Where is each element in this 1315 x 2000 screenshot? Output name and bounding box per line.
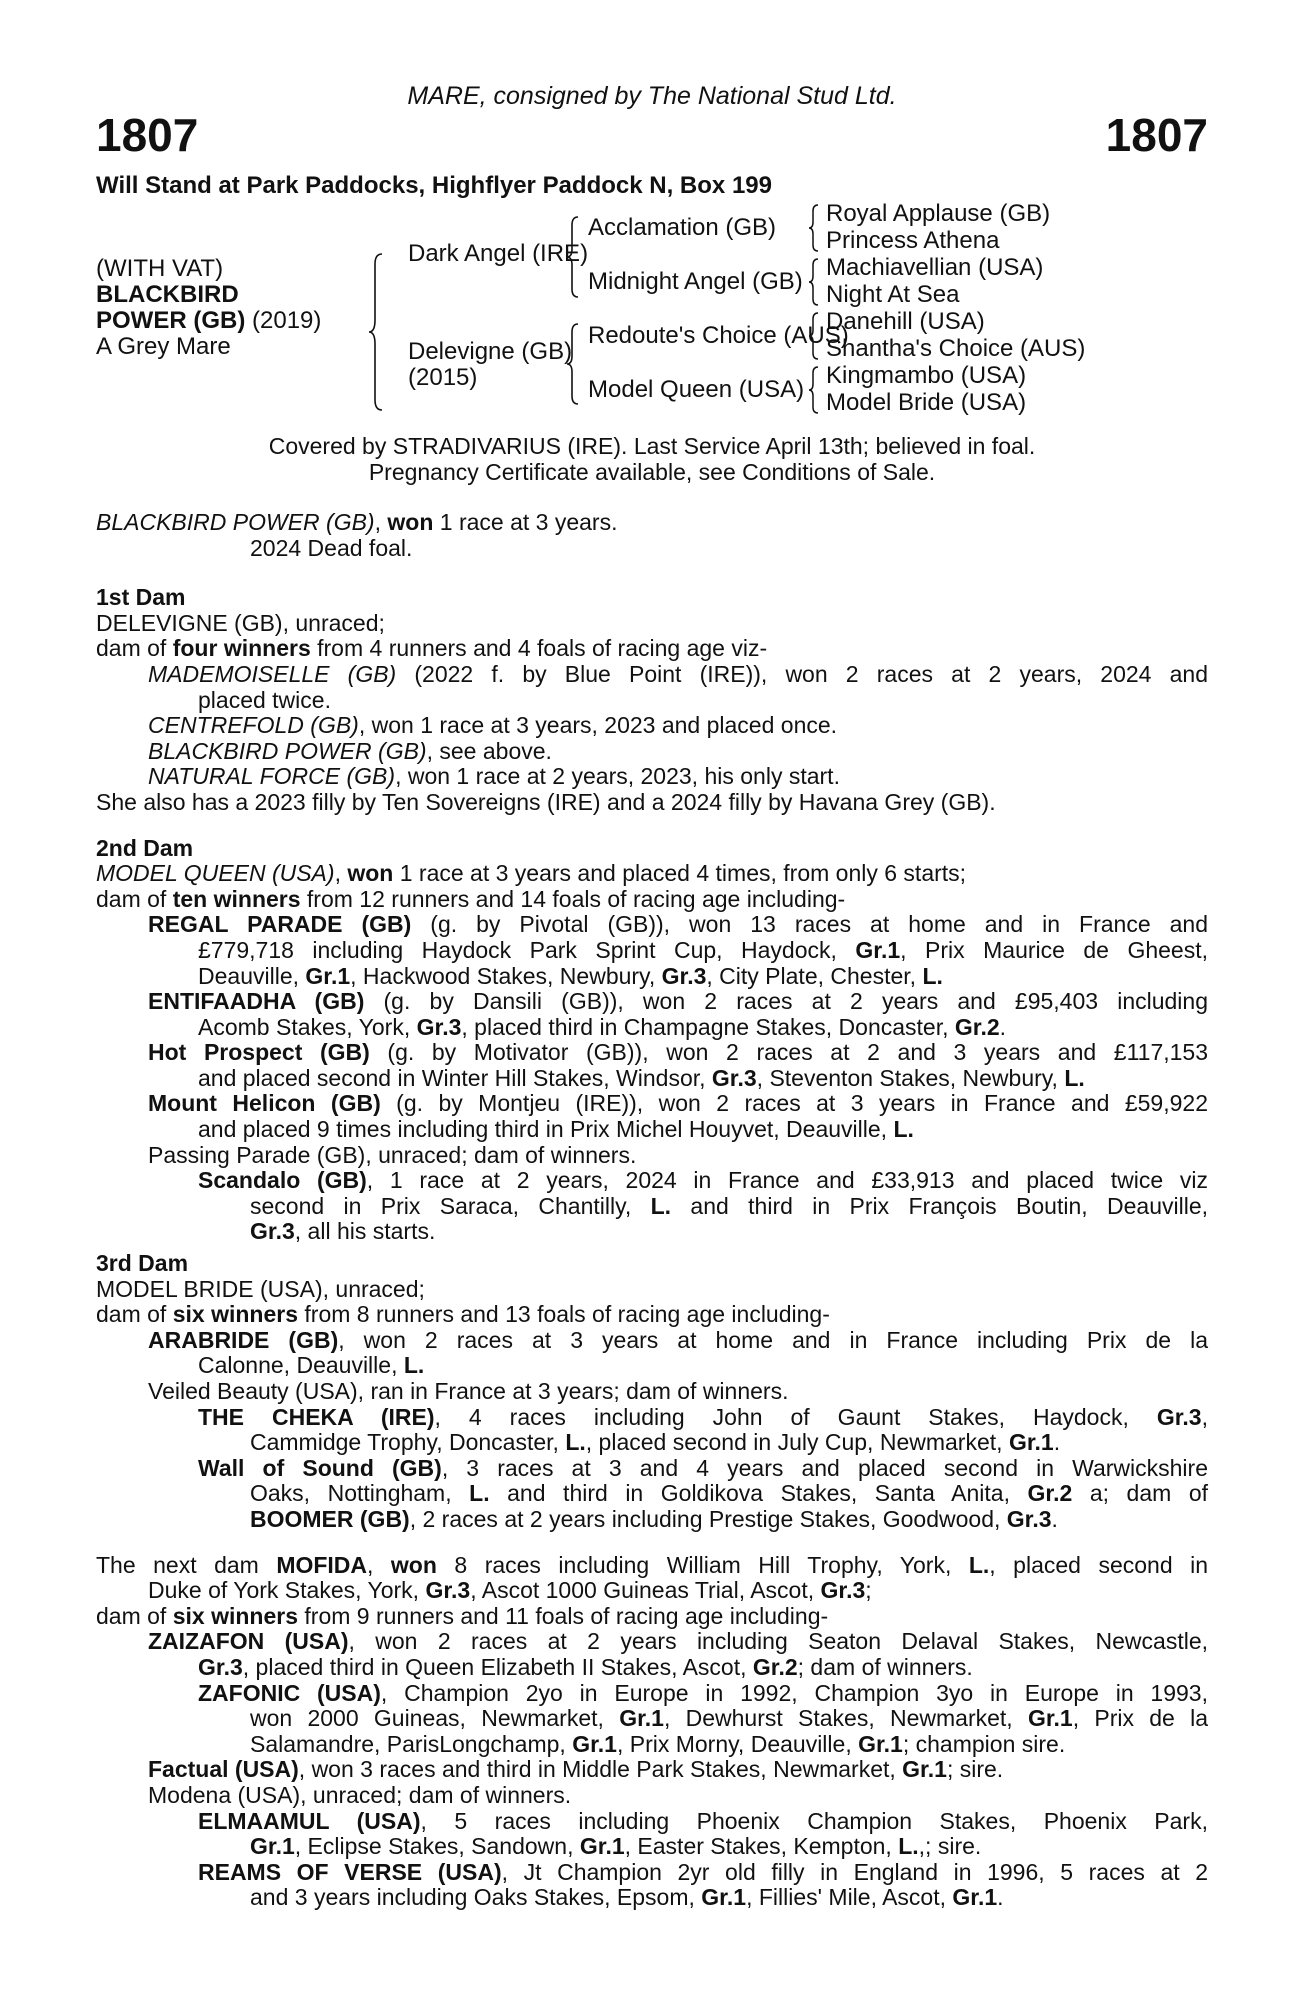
dam-dam: Model Queen (USA) (588, 376, 805, 403)
text-fragment: Gr.3 (661, 962, 707, 989)
text-fragment: ARABRIDE (GB) (148, 1326, 339, 1353)
text-fragment: The next dam (96, 1551, 277, 1578)
next-dam-entry-2-cont1 (96, 1706, 1208, 1732)
second-dam-entry-6 (96, 1168, 1208, 1194)
text-fragment: Duke of York Stakes, York, (148, 1577, 426, 1604)
text-fragment: and 3 years including Oaks Stakes, Epsom, (250, 1884, 702, 1911)
sire-sire: Acclamation (GB) (588, 214, 777, 241)
dam-line2: (2015) (408, 364, 478, 391)
third-dam-entry-1-cont (96, 1353, 1208, 1379)
third-dam-entry-4-cont1 (96, 1481, 1208, 1507)
text-fragment: and placed second in Winter Hill Stakes, Windsor, (198, 1064, 712, 1091)
text-fragment: Deauville, (198, 962, 306, 989)
text-fragment: four winners (172, 635, 311, 662)
text-fragment: (g. by Pivotal (GB)), won 13 races at home and in France and (411, 911, 1208, 938)
text-fragment: Hot Prospect (GB) (148, 1039, 370, 1066)
text-fragment: Gr.3 (198, 1653, 243, 1680)
lot-number-left: 1807 (96, 109, 199, 161)
text-fragment: Gr.1 (902, 1756, 947, 1783)
text-fragment: dam of (96, 635, 173, 662)
text-fragment: , 3 races at 3 and 4 years and placed second in Warwickshire (441, 1454, 1208, 1481)
second-dam-name (96, 861, 1208, 887)
text-fragment: , Hackwood Stakes, Newbury, (350, 962, 662, 989)
first-dam-progeny-4 (96, 764, 1208, 790)
dam-line1: Delevigne (GB) (408, 338, 573, 365)
text-fragment: Acomb Stakes, York, (198, 1013, 417, 1040)
next-dam-entry-6 (96, 1860, 1208, 1886)
text-fragment: , (367, 1551, 391, 1578)
intro-name: BLACKBIRD POWER (GB) (96, 509, 375, 535)
text-fragment: a; dam of (1072, 1480, 1209, 1507)
text-fragment: , Easter Stakes, Kempton, (624, 1833, 899, 1860)
next-dam-line (96, 1553, 1208, 1579)
text-fragment: (2022 f. by Blue Point (IRE)), won 2 races at 2 years, 2024 and (396, 660, 1208, 687)
text-fragment: Factual (USA) (148, 1756, 299, 1783)
text-fragment: Oaks, Nottingham, (250, 1480, 470, 1507)
text-fragment: Gr.2 (954, 1013, 1000, 1040)
third-dam-heading: 3rd Dam (96, 1250, 189, 1277)
text-fragment: , placed third in Queen Elizabeth II Stakes, Ascot, (242, 1653, 753, 1680)
text-fragment: from 8 runners and 13 foals of racing age including- (298, 1301, 830, 1328)
second-dam-entry-4-cont (96, 1117, 1208, 1143)
text-fragment: , Prix Morny, Deauville, (616, 1730, 859, 1757)
text-fragment: dam of (96, 885, 173, 912)
text-fragment: Gr.1 (619, 1705, 664, 1732)
second-dam-entry-1-cont2 (96, 964, 1208, 990)
second-dam-entry-1-cont1 (96, 938, 1208, 964)
text-fragment: , Ascot 1000 Guineas Trial, Ascot, (470, 1577, 821, 1604)
horse-name-line1: BLACKBIRD (96, 281, 239, 308)
text-fragment: and third in Goldikova Stakes, Santa Anita, (489, 1480, 1028, 1507)
text-fragment: L. (893, 1116, 914, 1143)
second-dam-entry-5: Passing Parade (GB), unraced; dam of winners. (148, 1141, 637, 1168)
text-fragment: ; dam of winners. (797, 1653, 973, 1680)
pedigree-bracket-dam (566, 322, 580, 406)
text-fragment: won (387, 509, 434, 535)
text-fragment: L. (968, 1551, 990, 1578)
text-fragment: £779,718 including Haydock Park Sprint Cup, Haydock, (198, 936, 856, 963)
second-dam-entry-6-cont1 (96, 1194, 1208, 1220)
text-fragment: (g. by Dansili (GB)), won 2 races at 2 years and £95,403 including (364, 988, 1208, 1015)
text-fragment: BLACKBIRD POWER (GB) (148, 737, 427, 764)
pedigree-table (96, 200, 1208, 420)
sire: Dark Angel (IRE) (408, 240, 589, 267)
text-fragment: Gr.1 (858, 1730, 903, 1757)
next-dam-entry-1 (96, 1629, 1208, 1655)
text-fragment: Gr.1 (579, 1833, 625, 1860)
text-fragment: ,; sire. (918, 1833, 982, 1860)
third-dam-entry-2: Veiled Beauty (USA), ran in France at 3 years; dam of winners. (148, 1378, 789, 1404)
next-dam-entry-6-cont (96, 1885, 1208, 1911)
text-fragment: MOFIDA (276, 1551, 368, 1578)
text-fragment: , (1201, 1403, 1208, 1430)
text-fragment: , Jt Champion 2yr old filly in England in 1996, 5 races at 2 (501, 1858, 1209, 1885)
next-dam-entry-1-cont (96, 1655, 1208, 1681)
text-fragment: Mount Helicon (GB) (148, 1090, 381, 1117)
text-fragment: MODEL QUEEN (USA) (96, 860, 335, 887)
text-fragment: , Dewhurst Stakes, Newmarket, (663, 1705, 1028, 1732)
text-fragment: Scandalo (GB) (198, 1167, 367, 1194)
text-fragment: Gr.2 (752, 1653, 798, 1680)
text-fragment: dam of (96, 1602, 173, 1629)
text-fragment: . (997, 1884, 1004, 1911)
horse-year: (2019) (252, 307, 322, 334)
text-fragment: , all his starts. (294, 1218, 436, 1245)
text-fragment: , Prix de la (1072, 1705, 1209, 1732)
text-fragment: L. (898, 1833, 919, 1860)
text-fragment: Gr.1 (952, 1884, 998, 1911)
text-fragment: second in Prix Saraca, Chantilly, (250, 1192, 651, 1219)
second-dam-entry-3 (96, 1040, 1208, 1066)
text-fragment: , (334, 860, 348, 887)
granddam-3: Machiavellian (USA) (826, 254, 1044, 281)
text-fragment: Gr.1 (572, 1730, 617, 1757)
text-fragment: Salamandre, ParisLongchamp, (250, 1730, 573, 1757)
next-dam-entry-5-cont (96, 1834, 1208, 1860)
second-dam-summary (96, 887, 1208, 913)
next-dam-entry-5 (96, 1809, 1208, 1835)
second-dam-entry-2 (96, 989, 1208, 1015)
text-fragment: . (1051, 1505, 1058, 1532)
catalogue-page (96, 0, 1208, 2000)
text-fragment: L. (469, 1480, 490, 1507)
text-fragment: , Prix Maurice de Gheest, (900, 936, 1208, 963)
text-fragment: , won 1 race at 2 years, 2023, his only start. (395, 763, 840, 790)
section-gap (96, 1533, 1208, 1553)
text-fragment: . (1053, 1429, 1061, 1456)
text-fragment: , 1 race at 2 years, 2024 in France and £33,913 and placed twice viz (366, 1167, 1208, 1194)
next-dam-entry-4: Modena (USA), unraced; dam of winners. (148, 1781, 572, 1808)
stand-location: Will Stand at Park Paddocks, Highflyer Paddock N, Box 199 (96, 172, 772, 199)
text-fragment: , Steventon Stakes, Newbury, (756, 1064, 1065, 1091)
text-fragment: , 4 races including John of Gaunt Stakes, Haydock, (434, 1403, 1157, 1430)
second-dam-entry-1 (96, 912, 1208, 938)
pedigree-bracket-sire (566, 215, 580, 299)
text-fragment: dam of (96, 1301, 173, 1328)
text-fragment: Gr.3 (416, 1013, 462, 1040)
pedigree-bracket-main (368, 252, 384, 412)
text-fragment: L. (1064, 1064, 1085, 1091)
text-fragment: Gr.1 (1027, 1705, 1073, 1732)
third-dam-name: MODEL BRIDE (USA), unraced; (96, 1275, 425, 1302)
text-fragment: L. (922, 962, 943, 989)
text-fragment: 1 race at 3 years. (433, 509, 618, 535)
text-fragment: won (390, 1551, 437, 1578)
text-fragment: 1 race at 3 years and placed 4 times, from only 6 starts; (393, 860, 967, 887)
horse-name-line2 (96, 307, 321, 334)
text-fragment: ; (865, 1577, 872, 1604)
first-dam-summary (96, 636, 1208, 662)
text-fragment: REAMS OF VERSE (USA) (198, 1858, 502, 1885)
text-fragment: , placed third in Champagne Stakes, Doncaster, (461, 1013, 955, 1040)
third-dam-entry-3 (96, 1405, 1208, 1431)
text-fragment: Gr.1 (250, 1833, 295, 1860)
text-fragment: from 12 runners and 14 foals of racing age including- (300, 885, 846, 912)
third-dam-entry-4-cont2 (96, 1507, 1208, 1533)
text-fragment: , (374, 509, 388, 535)
next-dam-entry-3 (96, 1757, 1208, 1783)
text-fragment: . (999, 1013, 1007, 1040)
consignment-line: MARE, consigned by The National Stud Ltd. (407, 82, 897, 110)
granddam-6: Shantha's Choice (AUS) (826, 335, 1086, 362)
text-fragment: Gr.3 (250, 1218, 295, 1245)
granddam-1: Royal Applause (GB) (826, 200, 1051, 227)
text-fragment: L. (565, 1429, 586, 1456)
granddam-7: Kingmambo (USA) (826, 362, 1027, 389)
horse-name: POWER (GB) (96, 307, 246, 334)
text-fragment: (g. by Montjeu (IRE)), won 2 races at 3 years in France and £59,922 (380, 1090, 1208, 1117)
text-fragment: , Fillies' Mile, Ascot, (746, 1884, 953, 1911)
first-dam-heading: 1st Dam (96, 584, 186, 611)
text-fragment: ten winners (172, 885, 301, 912)
text-fragment: ; sire. (946, 1756, 1004, 1783)
text-fragment: BOOMER (GB) (250, 1505, 410, 1532)
text-fragment: Gr.2 (1027, 1480, 1073, 1507)
third-dam-entry-4 (96, 1456, 1208, 1482)
third-dam-summary (96, 1302, 1208, 1328)
pedigree-bracket-g1 (808, 203, 820, 253)
covering-note (96, 433, 1208, 485)
text-fragment: , City Plate, Chester, (706, 962, 923, 989)
lot-number-right: 1807 (1105, 109, 1208, 161)
second-dam-entry-6-cont2 (96, 1219, 1208, 1245)
pedigree-bracket-g2 (808, 257, 820, 307)
text-fragment: NATURAL FORCE (GB) (148, 763, 396, 790)
text-fragment: , won 3 races and third in Middle Park Stakes, Newmarket, (298, 1756, 903, 1783)
text-fragment: , Eclipse Stakes, Sandown, (294, 1833, 580, 1860)
text-fragment: Gr.1 (305, 962, 351, 989)
text-fragment: L. (403, 1352, 425, 1379)
text-fragment: , 5 races including Phoenix Champion Stakes, Phoenix Park, (420, 1807, 1208, 1834)
pedigree-bracket-g4 (808, 365, 820, 415)
text-fragment: 8 races including William Hill Trophy, York, (436, 1551, 969, 1578)
text-fragment: , Champion 2yo in Europe in 1992, Champion 3yo in Europe in 1993, (380, 1679, 1208, 1706)
text-fragment: ZAIZAFON (USA) (148, 1628, 349, 1655)
text-fragment: (g. by Motivator (GB)), won 2 races at 2 and 3 years and £117,153 (369, 1039, 1209, 1066)
next-dam-line-cont (96, 1578, 1208, 1604)
first-dam-progeny-1 (96, 662, 1208, 688)
granddam-2: Princess Athena (826, 227, 1000, 254)
text-fragment: Gr.3 (820, 1577, 866, 1604)
text-fragment: , see above. (426, 737, 552, 764)
covering-line2: Pregnancy Certificate available, see Conditions of Sale. (368, 459, 936, 485)
next-dam-entry-2 (96, 1681, 1208, 1707)
text-fragment: six winners (172, 1301, 298, 1328)
text-fragment: Gr.3 (425, 1577, 471, 1604)
text-fragment: Gr.3 (1156, 1403, 1202, 1430)
text-fragment: Wall of Sound (GB) (198, 1454, 442, 1481)
text-fragment: ENTIFAADHA (GB) (148, 988, 365, 1015)
first-dam-also: She also has a 2023 filly by Ten Sovereigns (IRE) and a 2024 filly by Havana Grey (GB). (96, 788, 996, 815)
granddam-5: Danehill (USA) (826, 308, 985, 335)
text-fragment: won 2000 Guineas, Newmarket, (250, 1705, 620, 1732)
pedigree-bracket-g3 (808, 311, 820, 361)
first-dam-progeny-3 (96, 739, 1208, 765)
second-dam-heading: 2nd Dam (96, 834, 194, 861)
text-fragment: L. (650, 1192, 672, 1219)
text-fragment: MADEMOISELLE (GB) (148, 660, 397, 687)
next-dam-entry-2-cont2 (96, 1732, 1208, 1758)
text-fragment: , won 2 races at 2 years including Seaton Delaval Stakes, Newcastle, (348, 1628, 1209, 1655)
dam-sire: Redoute's Choice (AUS) (588, 322, 849, 349)
first-dam-name: DELEVIGNE (GB), unraced; (96, 609, 385, 636)
intro-foal: 2024 Dead foal. (250, 534, 413, 561)
granddam-4: Night At Sea (826, 281, 960, 308)
text-fragment: Gr.1 (1008, 1429, 1054, 1456)
text-fragment: CENTREFOLD (GB) (148, 712, 359, 739)
intro-line (96, 510, 1208, 536)
text-fragment: from 9 runners and 11 foals of racing age including- (298, 1602, 829, 1629)
vat-note: (WITH VAT) (96, 255, 224, 282)
text-fragment: Gr.1 (701, 1884, 747, 1911)
sire-dam: Midnight Angel (GB) (588, 268, 803, 295)
text-fragment: won (347, 860, 394, 887)
text-fragment: , placed second in July Cup, Newmarket, (585, 1429, 1009, 1456)
text-fragment: Gr.3 (1006, 1505, 1052, 1532)
second-dam-entry-3-cont (96, 1066, 1208, 1092)
first-dam-progeny-2 (96, 713, 1208, 739)
covering-line1: Covered by STRADIVARIUS (IRE). Last Service April 13th; believed in foal. (268, 433, 1036, 459)
text-fragment: REGAL PARADE (GB) (148, 911, 412, 938)
granddam-8: Model Bride (USA) (826, 389, 1027, 416)
next-dam-summary (96, 1604, 1208, 1630)
text-fragment: and placed 9 times including third in Prix Michel Houyvet, Deauville, (198, 1116, 894, 1143)
second-dam-entry-4 (96, 1091, 1208, 1117)
text-fragment: ZAFONIC (USA) (198, 1679, 381, 1706)
text-fragment: , 2 races at 2 years including Prestige Stakes, Goodwood, (409, 1505, 1007, 1532)
text-fragment: THE CHEKA (IRE) (198, 1403, 435, 1430)
second-dam-entry-2-cont (96, 1015, 1208, 1041)
catalogue-body (96, 510, 1208, 1911)
text-fragment: Calonne, Deauville, (198, 1352, 404, 1379)
third-dam-entry-1 (96, 1328, 1208, 1354)
text-fragment: six winners (172, 1602, 298, 1629)
text-fragment: Gr.1 (855, 936, 901, 963)
horse-description: A Grey Mare (96, 333, 231, 360)
text-fragment: Gr.3 (711, 1064, 757, 1091)
third-dam-entry-3-cont (96, 1430, 1208, 1456)
text-fragment: from 4 runners and 4 foals of racing age viz- (310, 635, 768, 662)
text-fragment: , won 1 race at 3 years, 2023 and placed once. (358, 712, 838, 739)
text-fragment: , placed second in (989, 1551, 1208, 1578)
text-fragment: ; champion sire. (902, 1730, 1066, 1757)
text-fragment: Cammidge Trophy, Doncaster, (250, 1429, 566, 1456)
text-fragment: , won 2 races at 3 years at home and in France including Prix de la (338, 1326, 1208, 1353)
first-dam-progeny-1-cont: placed twice. (198, 686, 331, 713)
text-fragment: ELMAAMUL (USA) (198, 1807, 421, 1834)
text-fragment: and third in Prix François Boutin, Deauville, (671, 1192, 1209, 1219)
